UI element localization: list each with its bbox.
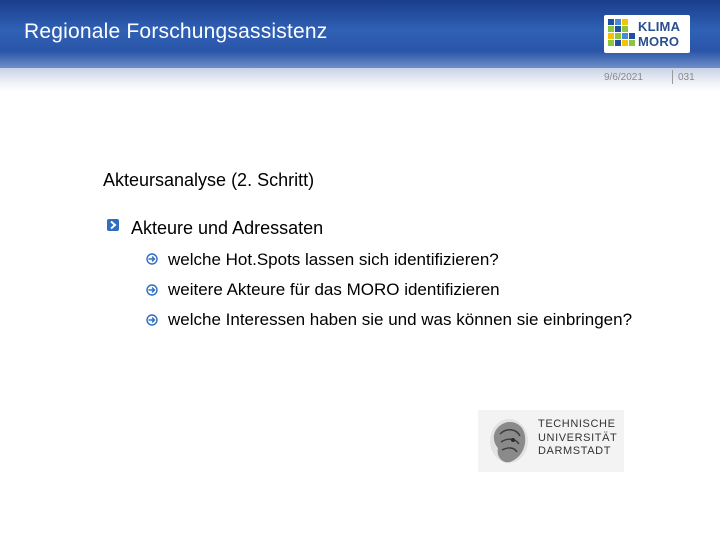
subbullet-text: welche Interessen haben sie und was können sie einbringen?: [168, 310, 633, 329]
university-line: UNIVERSITÄT: [538, 431, 618, 444]
subbullet-text: weitere Akteure für das MORO identifizieren: [168, 280, 500, 299]
divider: [672, 70, 673, 84]
logo-grid-icon: [608, 19, 634, 49]
logo-text-line1: KLIMA: [638, 19, 681, 34]
arrow-right-icon: [146, 314, 158, 326]
arrow-right-icon: [146, 284, 158, 296]
university-line: TECHNISCHE: [538, 418, 616, 430]
bullet-text: Akteure und Adressaten: [131, 218, 324, 238]
slide-number: 031: [678, 72, 695, 83]
logo-text-line2: MORO: [638, 34, 680, 49]
arrow-right-icon: [146, 253, 158, 265]
klima-moro-logo: [604, 15, 690, 53]
arrow-right-icon: [107, 219, 119, 231]
athena-head-icon: [486, 416, 532, 466]
tu-darmstadt-logo: [478, 410, 624, 472]
slide-date: 9/6/2021: [604, 72, 643, 83]
university-name: [538, 418, 617, 459]
subbullet-text: welche Hot.Spots lassen sich identifizieren?: [168, 250, 499, 269]
page-title: Regionale Forschungsassistenz: [24, 20, 328, 43]
slide-heading: Akteursanalyse (2. Schritt): [103, 170, 315, 190]
university-line: DARMSTADT: [538, 445, 612, 457]
